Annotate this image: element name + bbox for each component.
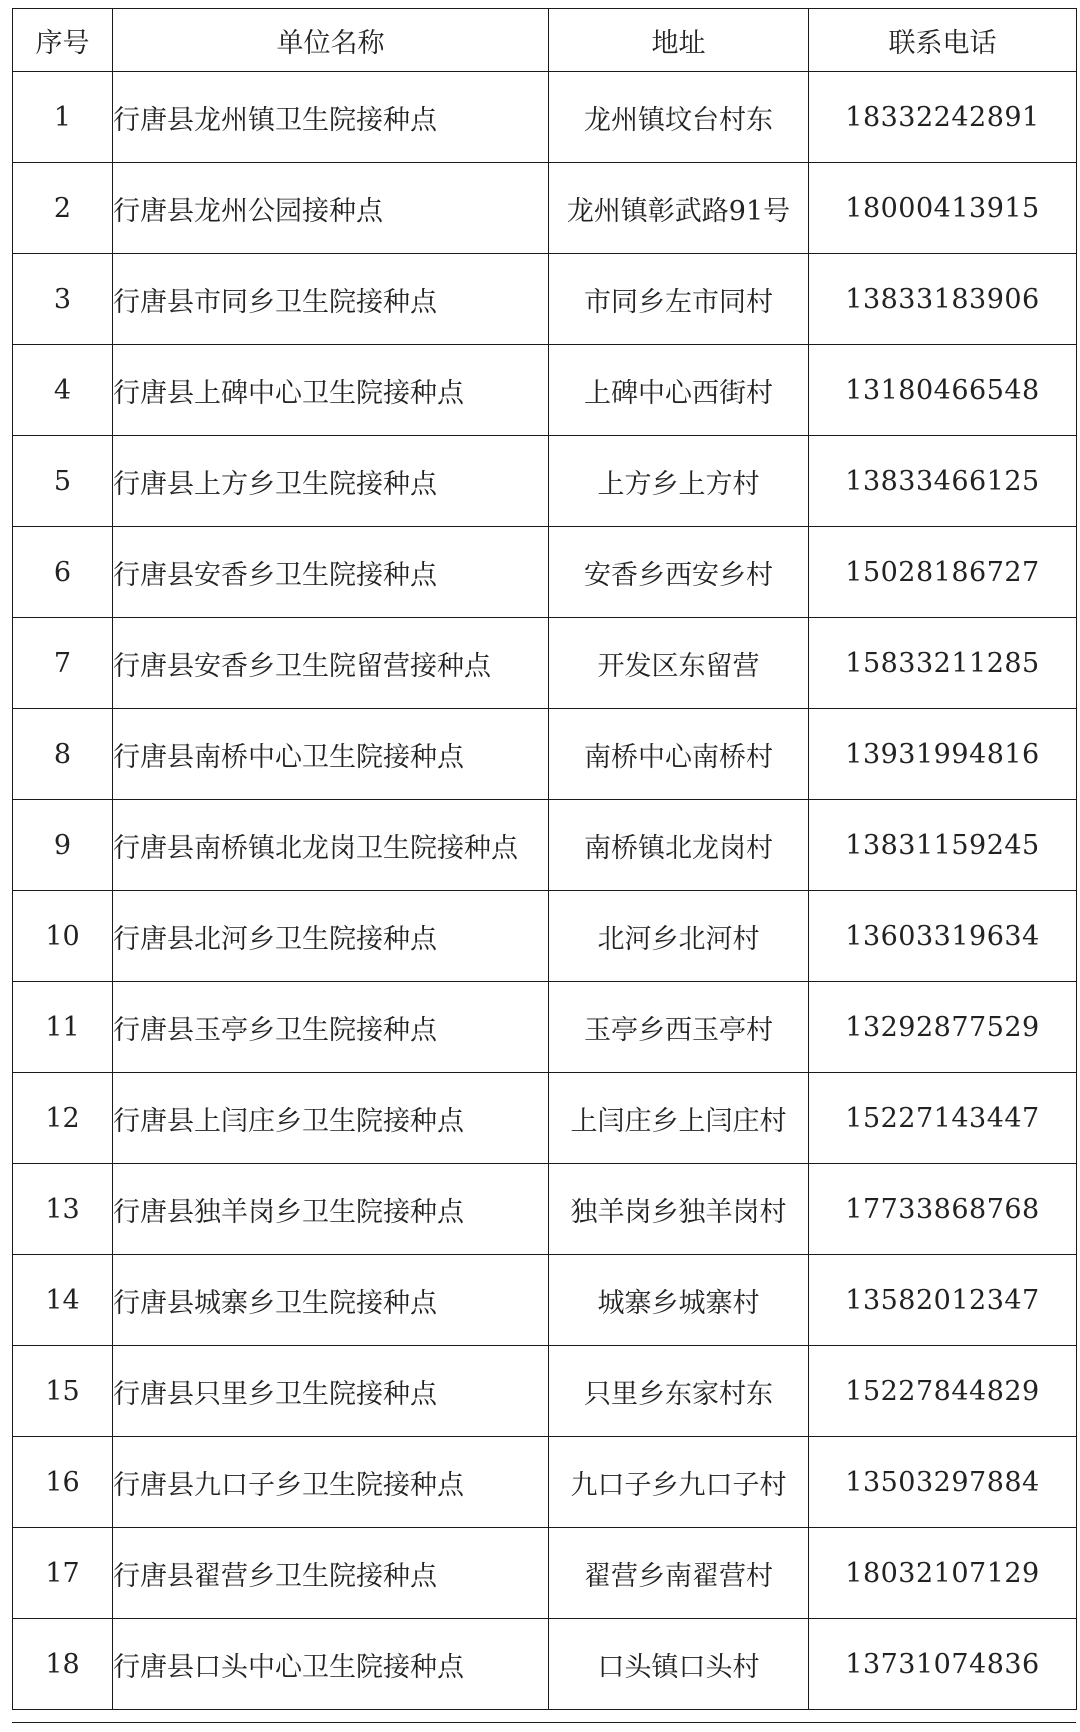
site-name-cell: 行唐县九口子乡卫生院接种点 <box>113 1437 549 1528</box>
row-index-cell: 6 <box>13 527 113 618</box>
site-name-cell: 行唐县龙州镇卫生院接种点 <box>113 72 549 163</box>
address-cell: 上碑中心西街村 <box>549 345 809 436</box>
row-index-cell: 11 <box>13 982 113 1073</box>
site-name-cell: 行唐县市同乡卫生院接种点 <box>113 254 549 345</box>
table-row <box>13 527 1077 618</box>
phone-cell: 13603319634 <box>809 891 1077 982</box>
row-index-cell: 3 <box>13 254 113 345</box>
table-row <box>13 1346 1077 1437</box>
phone-cell: 13833183906 <box>809 254 1077 345</box>
row-index-cell: 12 <box>13 1073 113 1164</box>
table-row <box>13 72 1077 163</box>
table-row <box>13 800 1077 891</box>
phone-cell: 13582012347 <box>809 1255 1077 1346</box>
table-row <box>13 1164 1077 1255</box>
header-phone: 联系电话 <box>809 9 1077 72</box>
header-row <box>13 9 1077 72</box>
row-index-cell: 17 <box>13 1528 113 1619</box>
table-row <box>13 709 1077 800</box>
row-index-cell: 5 <box>13 436 113 527</box>
phone-cell: 15833211285 <box>809 618 1077 709</box>
phone-cell: 17733868768 <box>809 1164 1077 1255</box>
phone-cell: 13503297884 <box>809 1437 1077 1528</box>
site-name-cell: 行唐县只里乡卫生院接种点 <box>113 1346 549 1437</box>
address-cell: 独羊岗乡独羊岗村 <box>549 1164 809 1255</box>
phone-cell: 13931994816 <box>809 709 1077 800</box>
address-cell: 南桥镇北龙岗村 <box>549 800 809 891</box>
table-row <box>13 1255 1077 1346</box>
site-name-cell: 行唐县安香乡卫生院留营接种点 <box>113 618 549 709</box>
address-cell: 口头镇口头村 <box>549 1619 809 1710</box>
site-name-cell: 行唐县上方乡卫生院接种点 <box>113 436 549 527</box>
site-name-cell: 行唐县玉亭乡卫生院接种点 <box>113 982 549 1073</box>
phone-cell: 15028186727 <box>809 527 1077 618</box>
row-index-cell: 14 <box>13 1255 113 1346</box>
table-row <box>13 436 1077 527</box>
table-header <box>13 9 1077 72</box>
table-row <box>13 163 1077 254</box>
site-name-cell: 行唐县上碑中心卫生院接种点 <box>113 345 549 436</box>
table-row <box>13 254 1077 345</box>
address-cell: 城寨乡城寨村 <box>549 1255 809 1346</box>
table-row <box>13 1437 1077 1528</box>
header-index: 序号 <box>13 9 113 72</box>
table-row <box>13 1619 1077 1710</box>
page-bottom-rule <box>12 1722 1076 1723</box>
address-cell: 玉亭乡西玉亭村 <box>549 982 809 1073</box>
site-name-cell: 行唐县南桥镇北龙岗卫生院接种点 <box>113 800 549 891</box>
table-row <box>13 1073 1077 1164</box>
address-cell: 龙州镇彰武路91号 <box>549 163 809 254</box>
address-cell: 只里乡东家村东 <box>549 1346 809 1437</box>
table-row <box>13 345 1077 436</box>
row-index-cell: 15 <box>13 1346 113 1437</box>
table-row <box>13 618 1077 709</box>
address-cell: 九口子乡九口子村 <box>549 1437 809 1528</box>
address-cell: 北河乡北河村 <box>549 891 809 982</box>
address-cell: 安香乡西安乡村 <box>549 527 809 618</box>
phone-cell: 13831159245 <box>809 800 1077 891</box>
row-index-cell: 10 <box>13 891 113 982</box>
address-cell: 市同乡左市同村 <box>549 254 809 345</box>
phone-cell: 13180466548 <box>809 345 1077 436</box>
row-index-cell: 13 <box>13 1164 113 1255</box>
site-name-cell: 行唐县翟营乡卫生院接种点 <box>113 1528 549 1619</box>
phone-cell: 13731074836 <box>809 1619 1077 1710</box>
address-cell: 龙州镇坟台村东 <box>549 72 809 163</box>
phone-cell: 15227844829 <box>809 1346 1077 1437</box>
site-name-cell: 行唐县北河乡卫生院接种点 <box>113 891 549 982</box>
phone-cell: 15227143447 <box>809 1073 1077 1164</box>
address-cell: 开发区东留营 <box>549 618 809 709</box>
header-address: 地址 <box>549 9 809 72</box>
table-row <box>13 1528 1077 1619</box>
row-index-cell: 7 <box>13 618 113 709</box>
phone-cell: 18032107129 <box>809 1528 1077 1619</box>
site-name-cell: 行唐县安香乡卫生院接种点 <box>113 527 549 618</box>
table-body <box>13 72 1077 1710</box>
phone-cell: 13292877529 <box>809 982 1077 1073</box>
phone-cell: 18000413915 <box>809 163 1077 254</box>
phone-cell: 13833466125 <box>809 436 1077 527</box>
row-index-cell: 16 <box>13 1437 113 1528</box>
table-row <box>13 982 1077 1073</box>
phone-cell: 18332242891 <box>809 72 1077 163</box>
row-index-cell: 4 <box>13 345 113 436</box>
site-name-cell: 行唐县城寨乡卫生院接种点 <box>113 1255 549 1346</box>
site-name-cell: 行唐县独羊岗乡卫生院接种点 <box>113 1164 549 1255</box>
table-row <box>13 891 1077 982</box>
site-name-cell: 行唐县口头中心卫生院接种点 <box>113 1619 549 1710</box>
row-index-cell: 18 <box>13 1619 113 1710</box>
address-cell: 上方乡上方村 <box>549 436 809 527</box>
address-cell: 翟营乡南翟营村 <box>549 1528 809 1619</box>
address-cell: 南桥中心南桥村 <box>549 709 809 800</box>
site-name-cell: 行唐县上闫庄乡卫生院接种点 <box>113 1073 549 1164</box>
site-name-cell: 行唐县龙州公园接种点 <box>113 163 549 254</box>
address-cell: 上闫庄乡上闫庄村 <box>549 1073 809 1164</box>
vaccination-sites-table <box>12 8 1077 1710</box>
row-index-cell: 1 <box>13 72 113 163</box>
row-index-cell: 2 <box>13 163 113 254</box>
row-index-cell: 8 <box>13 709 113 800</box>
header-name: 单位名称 <box>113 9 549 72</box>
site-name-cell: 行唐县南桥中心卫生院接种点 <box>113 709 549 800</box>
row-index-cell: 9 <box>13 800 113 891</box>
